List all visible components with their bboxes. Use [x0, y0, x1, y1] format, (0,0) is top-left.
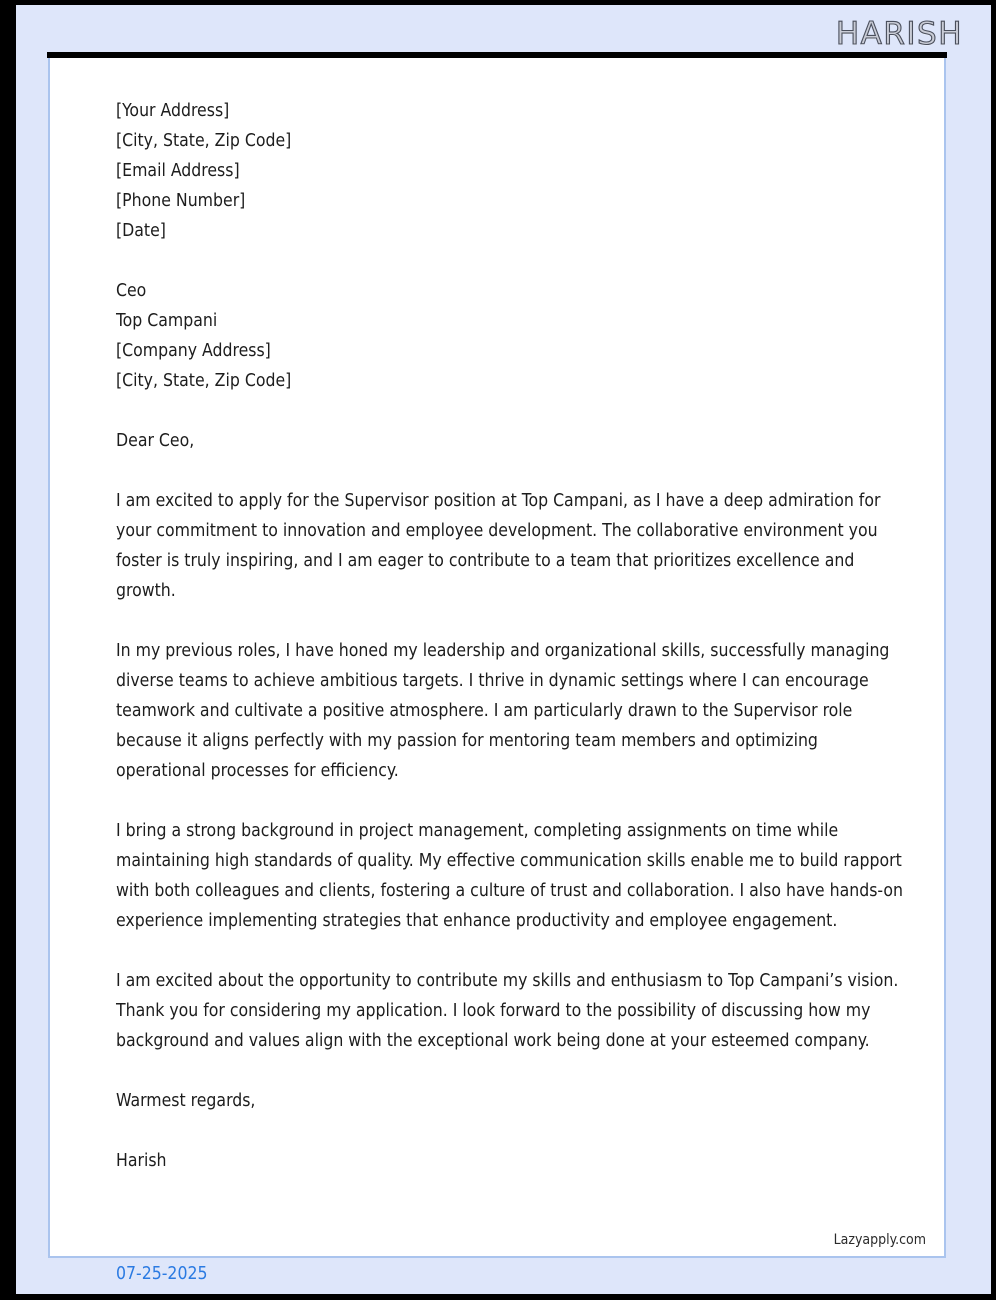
sender-line: [Date] [116, 221, 166, 241]
sender-line: [Phone Number] [116, 191, 246, 211]
recipient-line: Top Campani [116, 311, 218, 331]
letter-date: 07-25-2025 [116, 1264, 208, 1284]
body-paragraph: In my previous roles, I have honed my leadership and organizational skills, successfully managing diverse teams to achieve ambitious targets. I thrive in dynamic settings where I can encourage teamwork and cultivate a positive atmosphere. I am particularly drawn to the Supervisor role because it aligns perfectly with my passion for mentoring team members and optimizing operational processes for efficiency. [116, 641, 890, 781]
signature-name: Harish [116, 1151, 167, 1171]
recipient-line: [Company Address] [116, 341, 271, 361]
sender-address-block [116, 96, 906, 246]
page-canvas [16, 5, 991, 1294]
closing-salutation: Warmest regards, [116, 1091, 256, 1111]
page-title: HARISH [835, 16, 963, 52]
letter-sheet [48, 58, 946, 1284]
sender-line: [Email Address] [116, 161, 240, 181]
sender-line: [Your Address] [116, 101, 230, 121]
watermark: Lazyapply.com [833, 1232, 926, 1248]
body-paragraph: I am excited to apply for the Supervisor position at Top Campani, as I have a deep admiration for your commitment to innovation and employee development. The collaborative environment you foster is truly inspiring, and I am eager to contribute to a team that prioritizes excellence and growth. [116, 491, 881, 601]
recipient-line: [City, State, Zip Code] [116, 371, 292, 391]
sender-line: [City, State, Zip Code] [116, 131, 292, 151]
salutation: Dear Ceo, [116, 431, 195, 451]
letter-body [116, 96, 906, 1176]
body-paragraph: I am excited about the opportunity to contribute my skills and enthusiasm to Top Campani’s vision. Thank you for considering my application. I look forward to the possibility of discussing how my background and values align with the exceptional work being done at your esteemed company. [116, 971, 899, 1051]
recipient-address-block [116, 276, 906, 396]
recipient-line: Ceo [116, 281, 147, 301]
body-paragraph: I bring a strong background in project management, completing assignments on time while maintaining high standards of quality. My effective communication skills enable me to build rapport with both colleagues and clients, fostering a culture of trust and collaboration. I also have hands-on experience implementing strategies that enhance productivity and employee engagement. [116, 821, 904, 931]
